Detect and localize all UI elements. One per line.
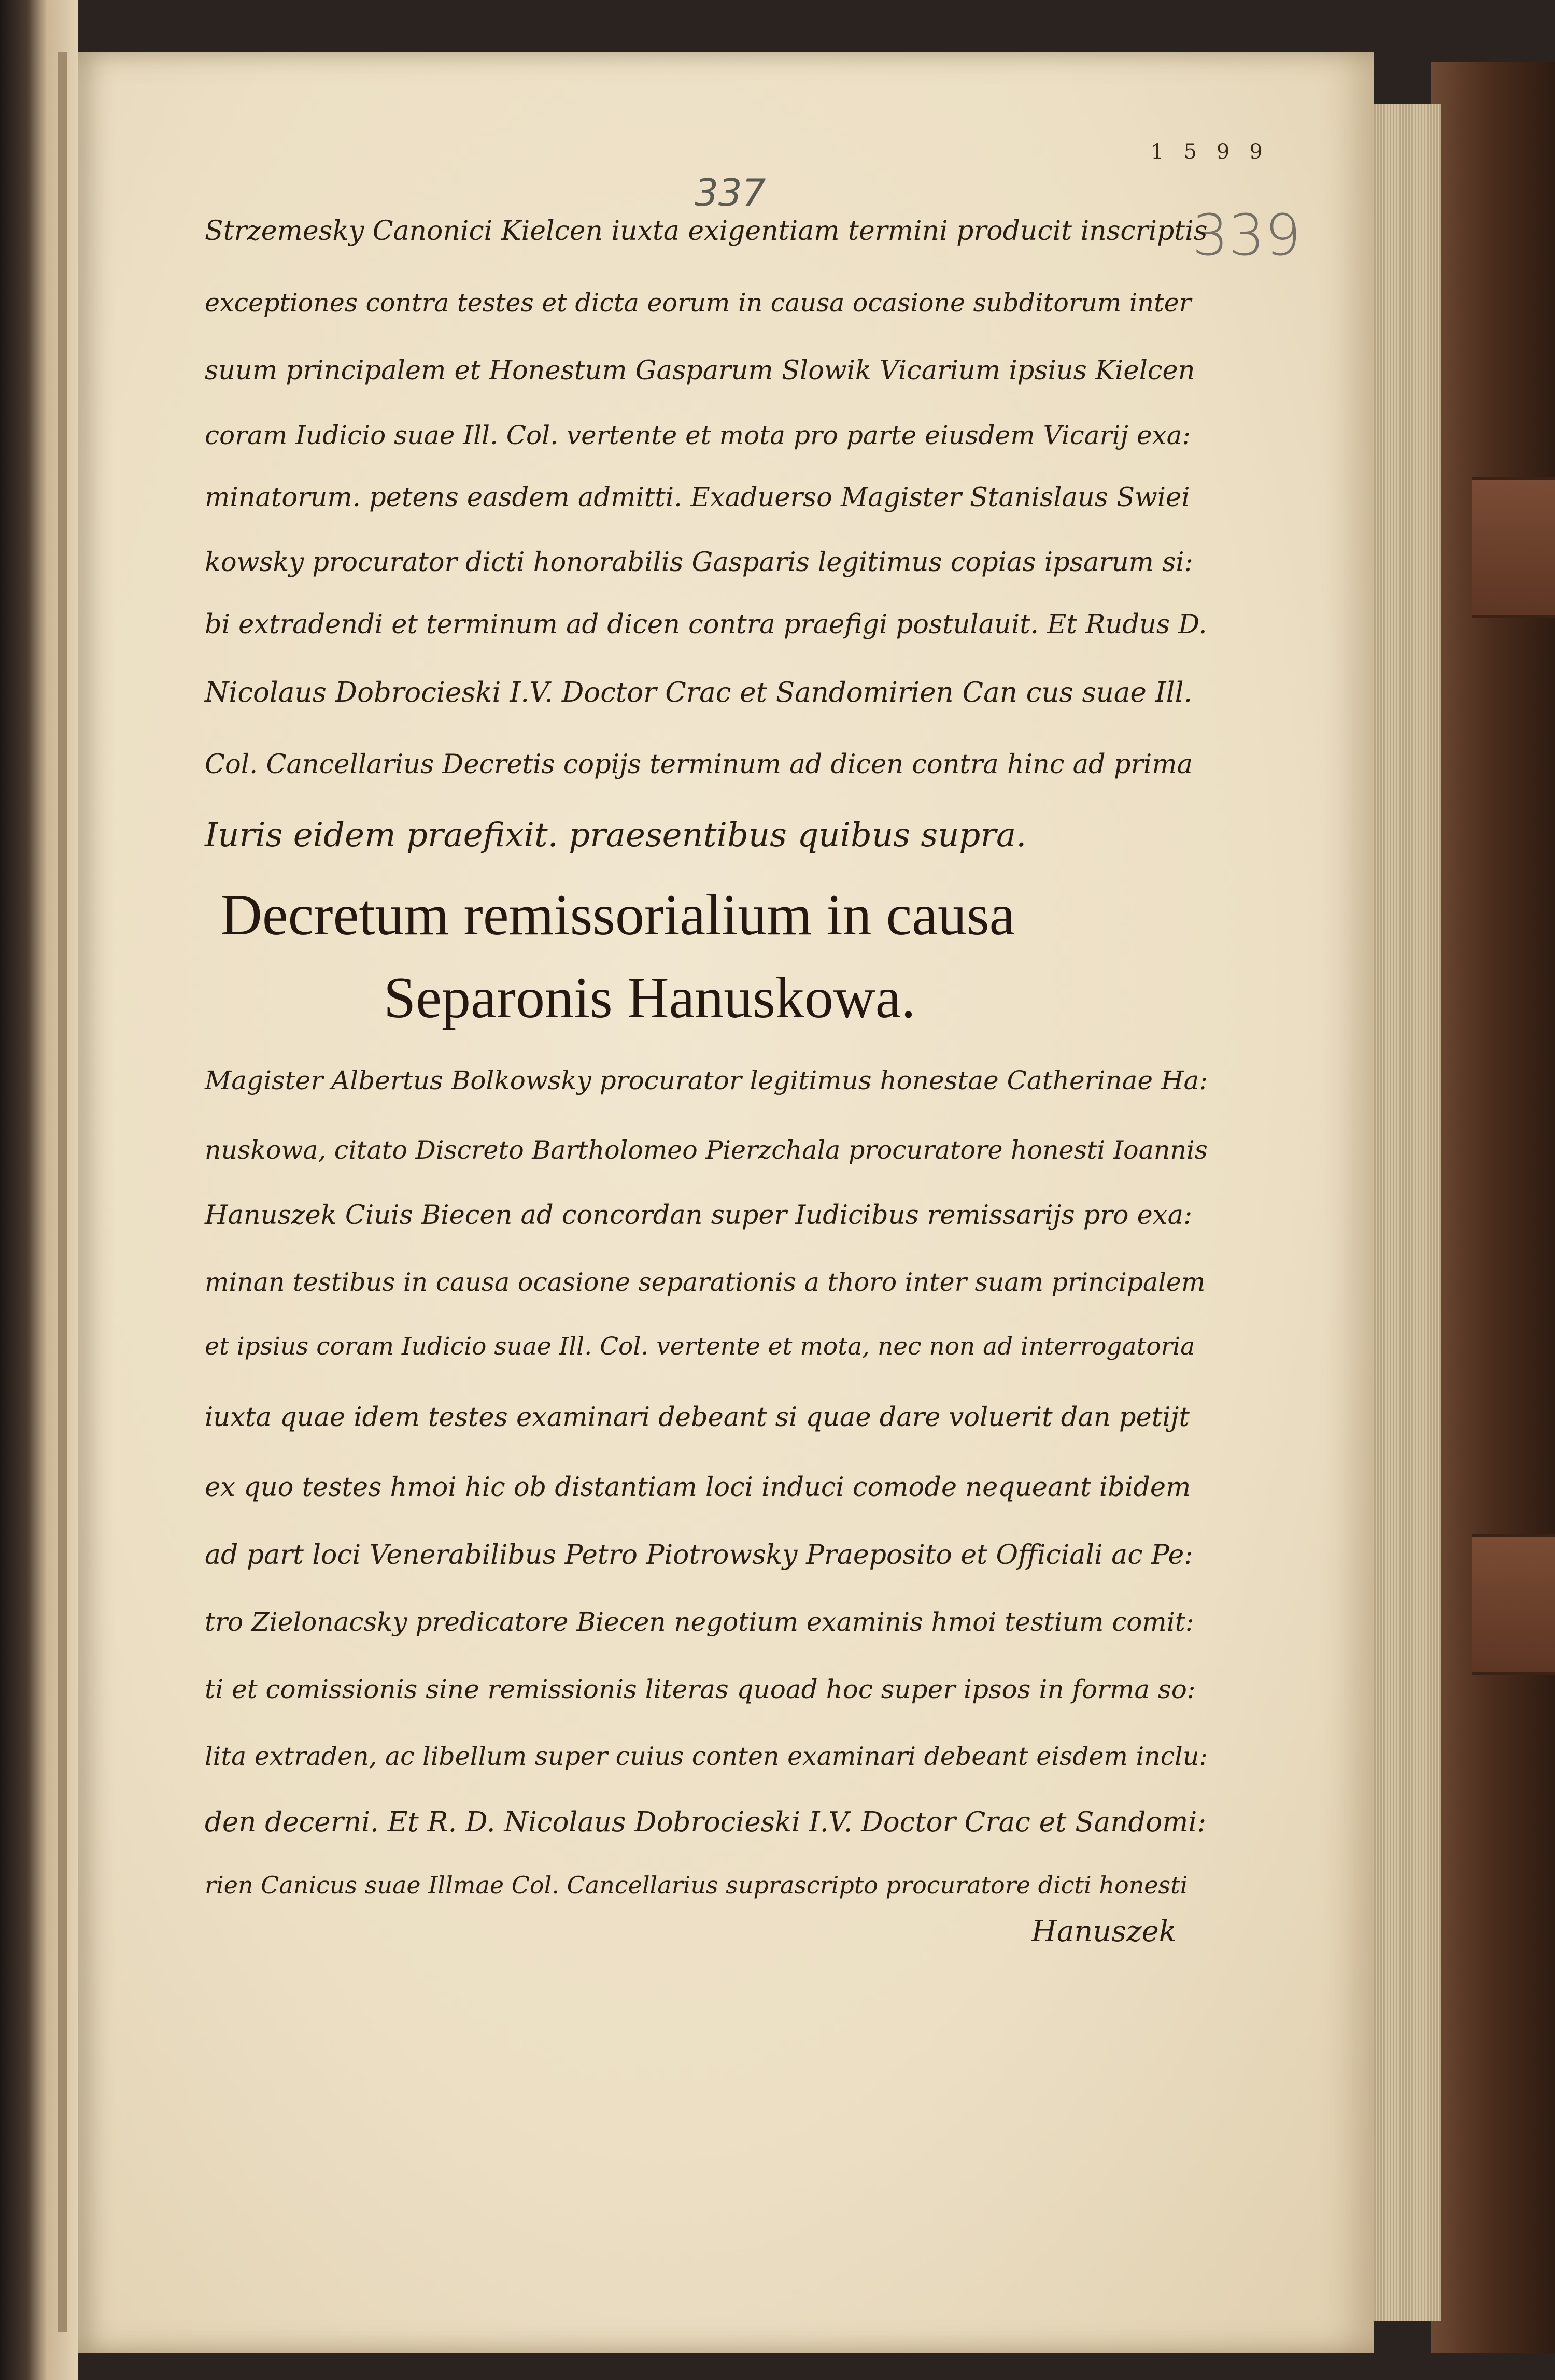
paragraph2-line: Magister Albertus Bolkowsky procurator legitimus honestae Catherinae Ha: xyxy=(205,1065,1208,1095)
paragraph1-line: coram Iudicio suae Ill. Col. vertente et mota pro parte eiusdem Vicarij exa: xyxy=(205,420,1191,450)
left-page-edge xyxy=(58,52,67,2332)
paragraph2-line: ti et comissionis sine remissionis literas quoad hoc super ipsos in forma so: xyxy=(205,1674,1196,1704)
section-heading-line2: Separonis Hanuskowa. xyxy=(384,966,916,1030)
paragraph2-line: iuxta quae idem testes examinari debeant si quae dare voluerit dan petijt xyxy=(205,1402,1190,1433)
paragraph1-line: kowsky procurator dicti honorabilis Gasparis legitimus copias ipsarum si: xyxy=(205,547,1193,578)
folio-year: 1599 xyxy=(1151,140,1282,164)
catchword-signature: Hanuszek xyxy=(1031,1915,1177,1948)
page-number-right: 339 xyxy=(1192,202,1301,268)
paragraph1-line: Col. Cancellarius Decretis copijs terminum ad dicen contra hinc ad prima xyxy=(205,749,1193,780)
paragraph2-line: nuskowa, citato Discreto Bartholomeo Pierzchala procuratore honesti Ioannis xyxy=(205,1135,1208,1165)
binding-strap-lower xyxy=(1472,1534,1555,1675)
paragraph2-line: lita extraden, ac libellum super cuius conten examinari debeant eisdem inclu: xyxy=(205,1742,1208,1771)
page-number-center: 337 xyxy=(695,171,766,215)
paragraph2-line: ex quo testes hmoi hic ob distantiam loci induci comode nequeant ibidem xyxy=(205,1472,1191,1503)
paragraph2-line: Hanuszek Ciuis Biecen ad concordan super Iudicibus remissarijs pro exa: xyxy=(205,1200,1193,1231)
paragraph1-line: suum principalem et Honestum Gasparum Slowik Vicarium ipsius Kielcen xyxy=(205,355,1195,386)
paragraph2-line: tro Zielonacsky predicatore Biecen negotium examinis hmoi testium comit: xyxy=(205,1607,1194,1637)
paragraph1-line: Nicolaus Dobrocieski I.V. Doctor Crac et Sandomirien Can cus suae Ill. xyxy=(205,677,1193,708)
paragraph1-line: minatorum. petens easdem admitti. Exaduerso Magister Stanislaus Swiei xyxy=(205,482,1190,513)
paragraph2-line: minan testibus in causa ocasione separationis a thoro inter suam principalem xyxy=(205,1267,1206,1297)
paragraph2-line: et ipsius coram Iudicio suae Ill. Col. vertente et mota, nec non ad interrogatoria xyxy=(205,1332,1195,1361)
paragraph2-line: den decerni. Et R. D. Nicolaus Dobrocieski I.V. Doctor Crac et Sandomi: xyxy=(205,1806,1207,1838)
paragraph2-line: ad part loci Venerabilibus Petro Piotrowsky Praeposito et Officiali ac Pe: xyxy=(205,1540,1193,1571)
binding-strap-upper xyxy=(1472,477,1555,618)
book-right-cover xyxy=(1431,62,1555,2353)
paragraph1-line: exceptiones contra testes et dicta eorum in causa ocasione subditorum inter xyxy=(205,288,1192,318)
paragraph1-line: Strzemesky Canonici Kielcen iuxta exigentiam termini producit inscriptis xyxy=(205,216,1208,247)
section-heading-line1: Decretum remissorialium in causa xyxy=(220,883,1015,947)
paragraph2-line: rien Canicus suae Illmae Col. Cancellarius suprascripto procuratore dicti honesti xyxy=(205,1871,1188,1899)
paragraph1-line: bi extradendi et terminum ad dicen contra praefigi postulauit. Et Rudus D. xyxy=(205,609,1207,640)
paragraph1-line: Iuris eidem praefixit. praesentibus quibus supra. xyxy=(205,816,1027,854)
